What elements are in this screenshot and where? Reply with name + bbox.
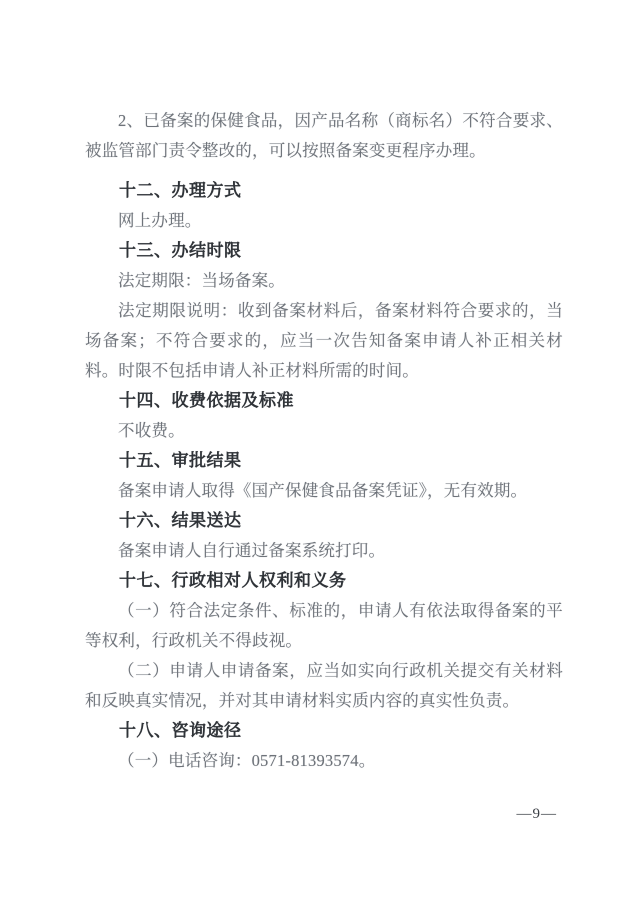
section-heading: 十六、结果送达 [119,511,242,530]
body-paragraph: 法定期限说明：收到备案材料后，备案材料符合要求的，当场备案；不符合要求的，应当一次告知备案申请人补正相关材料。时限不包括申请人补正材料所需的时间。 [85,301,563,380]
body-paragraph: 不收费。 [118,421,185,440]
body-paragraph: （二）申请人申请备案，应当如实向行政机关提交有关材料和反映真实情况，并对其申请材料实质内容的真实性负责。 [85,661,563,710]
body-paragraph: 备案申请人取得《国产保健食品备案凭证》，无有效期。 [118,481,528,500]
body-paragraph: （一）电话咨询：0571-81393574。 [118,751,376,770]
section-heading: 十三、办结时限 [119,241,242,260]
section-heading: 十八、咨询途径 [119,721,242,740]
body-paragraph: 备案申请人自行通过备案系统打印。 [118,541,386,560]
body-paragraph: （一）符合法定条件、标准的，申请人有依法取得备案的平等权利，行政机关不得歧视。 [85,601,563,650]
section-heading: 十五、审批结果 [119,451,242,470]
section-heading: 十四、收费依据及标准 [119,391,294,410]
section-heading: 十七、行政相对人权利和义务 [119,571,347,590]
body-paragraph: 网上办理。 [118,211,202,230]
body-paragraph: 2、已备案的保健食品，因产品名称（商标名）不符合要求、被监管部门责令整改的，可以按照备案变更程序办理。 [85,111,563,160]
page-number: —9— [516,806,557,822]
section-heading: 十二、办理方式 [119,181,242,200]
body-paragraph: 法定期限：当场备案。 [118,271,285,290]
